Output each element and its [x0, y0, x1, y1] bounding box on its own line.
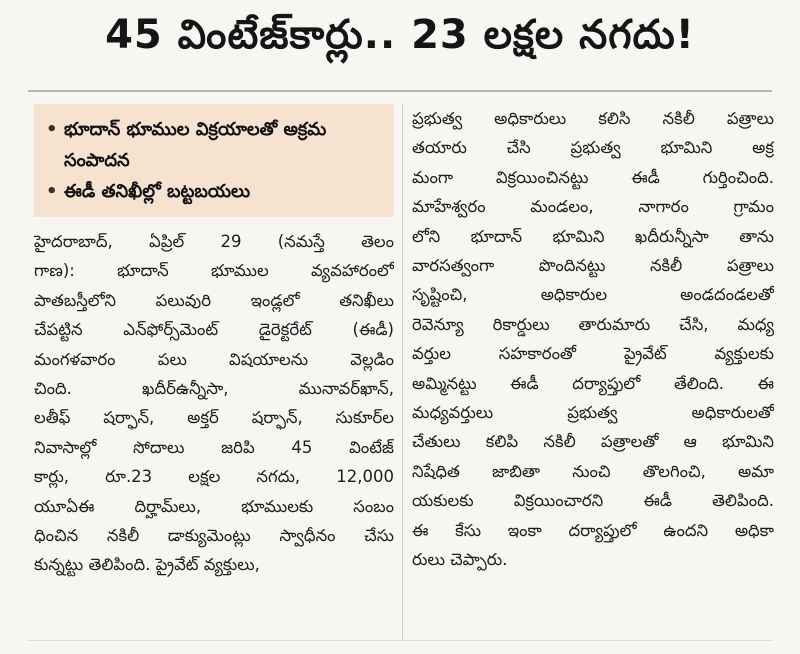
text-line: కున్నట్టు తెలిపింది. ప్రైవేట్ వ్యక్తులు,	[34, 555, 260, 575]
text-line: మధ్యవర్తులు ప్రభుత్వ అధికారులతో	[412, 403, 774, 423]
text-line: ప్రభుత్వ అధికారులు కలిసి నకిలీ పత్రాలు	[412, 109, 774, 128]
left-column	[34, 104, 394, 580]
text-line: నిషేధిత జాబితా నుంచి తొలగించి, అమా	[412, 461, 774, 481]
text-line: హైదరాబాద్, ఏప్రిల్ 29 (నమస్తే తెలం	[34, 232, 394, 251]
text-line: గాణ): భూదాన్ భూముల వ్యవహారంలో	[34, 261, 394, 281]
text-line: సృష్టించి, అధికారుల అండదండలతో	[412, 285, 774, 305]
text-line: రులు చెప్పారు.	[412, 550, 508, 570]
bullet-icon: •	[46, 119, 58, 140]
text-line: నివాసాల్లో సోదాలు జరిపి 45 వింటేజ్	[34, 437, 394, 457]
left-body-text	[34, 227, 394, 580]
text-line: రెవెన్యూ రికార్డులు తారుమారు చేసి, మధ్య	[412, 314, 774, 334]
column-divider	[402, 104, 403, 640]
highlight-text: భూదాన్ భూముల విక్రయాలతో అక్రమ సంపాదన	[64, 119, 327, 171]
text-line: లతీఫ్ షర్ఫాన్, అక్తర్ షర్ఫాన్, సుకూర్‌ల	[34, 408, 394, 428]
text-line: ఈ కేసు ఇంకా దర్యాప్తులో ఉందని అధికా	[412, 520, 774, 540]
text-line: యూఏఈ దిర్హామ్‌లు, భూములకు సంబం	[34, 496, 394, 516]
bottom-rule	[28, 640, 772, 641]
text-line: మంగా విక్రయించినట్టు ఈడీ గుర్తించింది.	[412, 167, 774, 187]
text-line: చింది. ఖదీర్‌ఉన్నీసా, మునావర్‌ఖాన్,	[34, 379, 394, 399]
text-line: ధించిన నకిలీ డాక్యుమెంట్లు స్వాధీనం చేసు	[34, 526, 394, 546]
headline-rule	[28, 90, 772, 92]
text-line: చేపట్టిన ఎన్‌ఫోర్స్‌మెంట్ డైరెక్టరేట్ (ఈడీ)	[34, 320, 394, 340]
text-line: తయారు చేసి ప్రభుత్వ భూమిని అక్ర	[412, 138, 774, 158]
bullet-icon: •	[46, 181, 58, 202]
text-line: కార్లు, రూ.23 లక్షల నగదు, 12,000	[34, 467, 394, 487]
text-line: యకులకు విక్రయించారని ఈడీ తెలిపింది.	[412, 491, 774, 511]
text-line: అమ్మినట్టు ఈడీ దర్యాప్తులో తేలింది. ఈ	[412, 373, 774, 393]
text-line: పాతబస్తీలోని పలువురి ఇండ్లలో తనిఖీలు	[34, 290, 394, 310]
highlight-item	[46, 176, 382, 207]
text-line: మాహేశ్వరం మండలం, నాగారం గ్రామం	[412, 197, 774, 217]
highlight-item	[46, 114, 382, 176]
right-body-text	[412, 104, 774, 575]
highlight-box	[34, 104, 394, 217]
text-line: వారసత్వంగా పొందినట్టు నకిలీ పత్రాలు	[412, 256, 774, 276]
headline: 45 వింటేజ్‌కార్లు.. 23 లక్షల నగదు!	[105, 12, 695, 58]
highlight-text: ఈడీ తనిఖీల్లో బట్టబయలు	[64, 181, 251, 202]
text-line: మంగళవారం పలు విషయాలను వెల్లడిం	[34, 349, 394, 369]
right-column	[412, 104, 774, 575]
text-line: లోని భూదాన్ భూమిని ఖదీరున్నీసా తాను	[412, 226, 774, 246]
text-line: వర్తుల సహకారంతో ప్రైవేట్ వ్యక్తులకు	[412, 344, 774, 364]
text-line: చేతులు కలిపి నకిలీ పత్రాలతో ఆ భూమిని	[412, 432, 774, 452]
